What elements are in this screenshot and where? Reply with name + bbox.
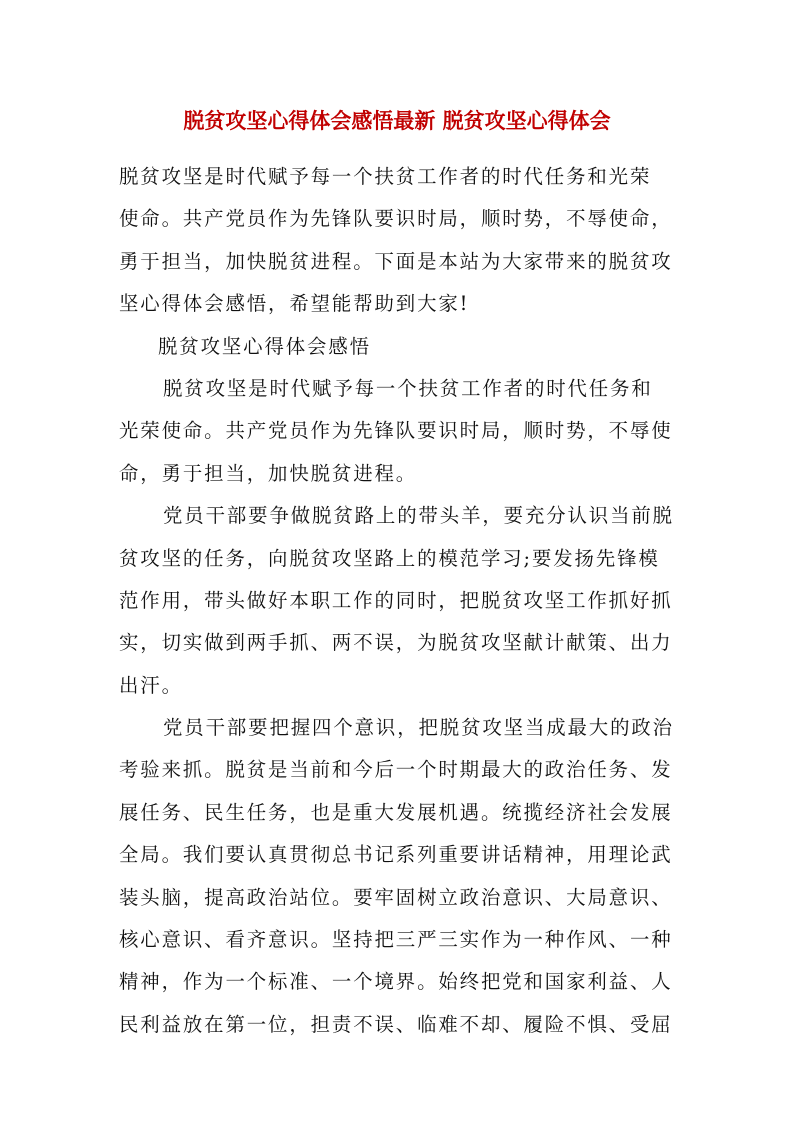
paragraph-line: 脱贫攻坚是时代赋予每一个扶贫工作者的时代任务和光荣: [119, 165, 652, 188]
paragraph-line: 核心意识、看齐意识。坚持把三严三实作为一种作风、一种: [119, 928, 673, 952]
paragraph-line: 坚心得体会感悟，希望能帮助到大家!: [119, 292, 470, 316]
paragraph-line: 全局。我们要认真贯彻总书记系列重要讲话精神，用理论武: [119, 843, 673, 867]
paragraph-line: 展任务、民生任务，也是重大发展机遇。统揽经济社会发展: [119, 800, 673, 824]
paragraph-line: 实，切实做到两手抓、两不误，为脱贫攻坚献计献策、出力: [119, 631, 673, 655]
section-heading: 脱贫攻坚心得体会感悟: [158, 334, 371, 358]
paragraph-line: 脱贫攻坚是时代赋予每一个扶贫工作者的时代任务和: [163, 376, 653, 400]
paragraph-line: 贫攻坚的任务，向脱贫攻坚路上的模范学习;要发扬先锋模: [119, 546, 660, 570]
paragraph-line: 勇于担当，加快脱贫进程。下面是本站为大家带来的脱贫攻: [119, 249, 673, 273]
paragraph-line: 民利益放在第一位，担责不误、临难不却、履险不惧、受屈: [119, 1012, 673, 1036]
paragraph-line: 出汗。: [119, 673, 183, 697]
paragraph-line: 装头脑，提高政治站位。要牢固树立政治意识、大局意识、: [119, 885, 673, 909]
paragraph-line: 精神，作为一个标准、一个境界。始终把党和国家利益、人: [119, 970, 673, 994]
document-body: [119, 159, 679, 1049]
paragraph-line: 党员干部要争做脱贫路上的带头羊，要充分认识当前脱: [163, 504, 674, 528]
paragraph-line: 党员干部要把握四个意识，把脱贫攻坚当成最大的政治: [163, 716, 674, 740]
paragraph-line: 范作用，带头做好本职工作的同时，把脱贫攻坚工作抓好抓: [119, 588, 673, 612]
paragraph-line: 使命。共产党员作为先锋队要识时局，顺时势，不辱使命，: [119, 207, 673, 231]
paragraph-line: 光荣使命。共产党员作为先锋队要识时局，顺时势，不辱使: [119, 419, 673, 443]
paragraph-line: 考验来抓。脱贫是当前和今后一个时期最大的政治任务、发: [119, 758, 673, 782]
paragraph-line: 命，勇于担当，加快脱贫进程。: [119, 461, 418, 485]
document-title: 脱贫攻坚心得体会感悟最新 脱贫攻坚心得体会: [183, 108, 611, 133]
